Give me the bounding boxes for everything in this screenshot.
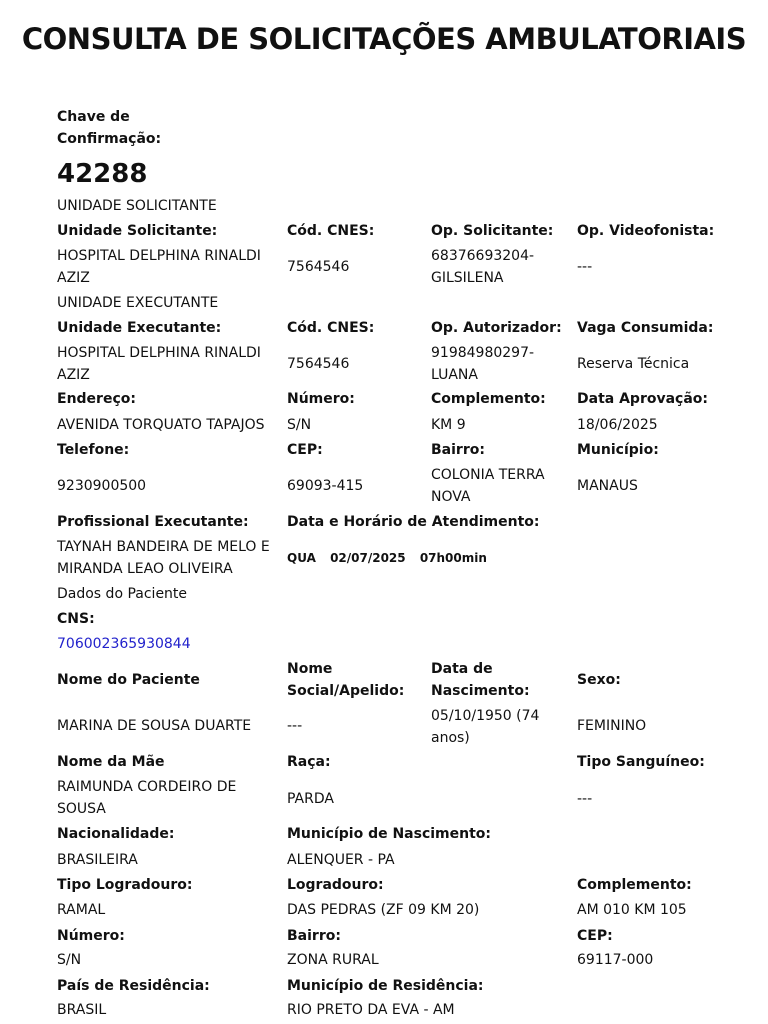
nome-mae-label: Nome da Mãe	[57, 754, 165, 770]
complemento-paciente-label: Complemento:	[577, 877, 692, 893]
telefone-label: Telefone:	[57, 442, 130, 458]
municipio-executante-label: Município:	[577, 442, 659, 458]
sexo-value: FEMININO	[577, 718, 647, 734]
cns-label: CNS:	[57, 611, 95, 627]
bairro-executante-label: Bairro:	[431, 442, 485, 458]
sexo-label: Sexo:	[577, 672, 621, 688]
telefone-value: 9230900500	[57, 478, 147, 494]
nome-social-value: ---	[287, 718, 303, 734]
vaga-consumida-value: Reserva Técnica	[577, 356, 690, 372]
profissional-executante-value: TAYNAH BANDEIRA DE MELO E MIRANDA LEAO OLIVEIRA	[57, 539, 270, 577]
page-title: CONSULTA DE SOLICITAÇÕES AMBULATORIAIS	[21, 22, 747, 56]
unidade-executante-value: HOSPITAL DELPHINA RINALDI AZIZ	[57, 345, 261, 383]
numero-executante-value: S/N	[287, 417, 312, 433]
complemento-paciente-value: AM 010 KM 105	[577, 902, 687, 918]
cep-executante-label: CEP:	[287, 442, 323, 458]
tipo-logradouro-label: Tipo Logradouro:	[57, 877, 193, 893]
municipio-residencia-label: Município de Residência:	[287, 978, 484, 994]
data-aprovacao-label: Data Aprovação:	[577, 391, 708, 407]
op-autorizador-value: 91984980297-LUANA	[431, 345, 535, 383]
section-unidade-solicitante: UNIDADE SOLICITANTE	[57, 198, 217, 214]
confirmation-value: 42288	[57, 159, 148, 189]
numero-executante-label: Número:	[287, 391, 355, 407]
bairro-paciente-value: ZONA RURAL	[287, 952, 379, 968]
unidade-executante-label: Unidade Executante:	[57, 320, 222, 336]
bairro-executante-value: COLONIA TERRA NOVA	[431, 467, 545, 505]
cnes-solicitante-value: 7564546	[287, 259, 350, 275]
atendimento-dia: QUA	[287, 551, 316, 565]
atendimento-hora: 07h00min	[419, 551, 487, 565]
cep-executante-value: 69093-415	[287, 478, 364, 494]
nacionalidade-value: BRASILEIRA	[57, 852, 138, 868]
nome-paciente-label: Nome do Paciente	[57, 672, 200, 688]
data-nascimento-label: Data de Nascimento:	[431, 661, 530, 699]
cns-link[interactable]: 706002365930844	[57, 636, 191, 652]
nome-social-label: Nome Social/Apelido:	[287, 661, 405, 699]
cep-paciente-value: 69117-000	[577, 952, 654, 968]
logradouro-label: Logradouro:	[287, 877, 384, 893]
nacionalidade-label: Nacionalidade:	[57, 826, 175, 842]
cnes-executante-value: 7564546	[287, 356, 350, 372]
municipio-nascimento-value: ALENQUER - PA	[287, 852, 395, 868]
op-solicitante-label: Op. Solicitante:	[431, 223, 554, 239]
op-autorizador-label: Op. Autorizador:	[431, 320, 562, 336]
raca-value: PARDA	[287, 791, 334, 807]
cnes-solicitante-label: Cód. CNES:	[287, 223, 375, 239]
vaga-consumida-label: Vaga Consumida:	[577, 320, 714, 336]
logradouro-value: DAS PEDRAS (ZF 09 KM 20)	[287, 902, 480, 918]
op-videofonista-value: ---	[577, 259, 593, 275]
numero-paciente-value: S/N	[57, 952, 82, 968]
atendimento-data: 02/07/2025	[330, 551, 406, 565]
pais-residencia-value: BRASIL	[57, 1002, 107, 1018]
tipo-sanguineo-value: ---	[577, 791, 593, 807]
op-solicitante-value: 68376693204-GILSILENA	[431, 248, 535, 286]
section-dados-paciente: Dados do Paciente	[57, 586, 188, 602]
numero-paciente-label: Número:	[57, 928, 125, 944]
section-unidade-executante: UNIDADE EXECUTANTE	[57, 295, 219, 311]
data-nascimento-value: 05/10/1950 (74 anos)	[431, 708, 540, 746]
endereco-value: AVENIDA TORQUATO TAPAJOS	[57, 417, 265, 433]
unidade-solicitante-label: Unidade Solicitante:	[57, 223, 218, 239]
municipio-nascimento-label: Município de Nascimento:	[287, 826, 492, 842]
tipo-sanguineo-label: Tipo Sanguíneo:	[577, 754, 705, 770]
bairro-paciente-label: Bairro:	[287, 928, 341, 944]
endereco-label: Endereço:	[57, 391, 136, 407]
tipo-logradouro-value: RAMAL	[57, 902, 106, 918]
confirmation-label: Chave de Confirmação:	[57, 109, 162, 147]
nome-mae-value: RAIMUNDA CORDEIRO DE SOUSA	[57, 779, 237, 817]
raca-label: Raça:	[287, 754, 331, 770]
data-atendimento-label: Data e Horário de Atendimento:	[287, 514, 540, 530]
data-atendimento-value	[287, 548, 587, 570]
nome-paciente-value: MARINA DE SOUSA DUARTE	[57, 718, 252, 734]
municipio-residencia-value: RIO PRETO DA EVA - AM	[287, 1002, 455, 1018]
pais-residencia-label: País de Residência:	[57, 978, 210, 994]
profissional-executante-label: Profissional Executante:	[57, 514, 249, 530]
complemento-executante-label: Complemento:	[431, 391, 546, 407]
op-videofonista-label: Op. Videofonista:	[577, 223, 715, 239]
unidade-solicitante-value: HOSPITAL DELPHINA RINALDI AZIZ	[57, 248, 261, 286]
municipio-executante-value: MANAUS	[577, 478, 638, 494]
cep-paciente-label: CEP:	[577, 928, 613, 944]
cnes-executante-label: Cód. CNES:	[287, 320, 375, 336]
complemento-executante-value: KM 9	[431, 417, 466, 433]
data-aprovacao-value: 18/06/2025	[577, 417, 658, 433]
